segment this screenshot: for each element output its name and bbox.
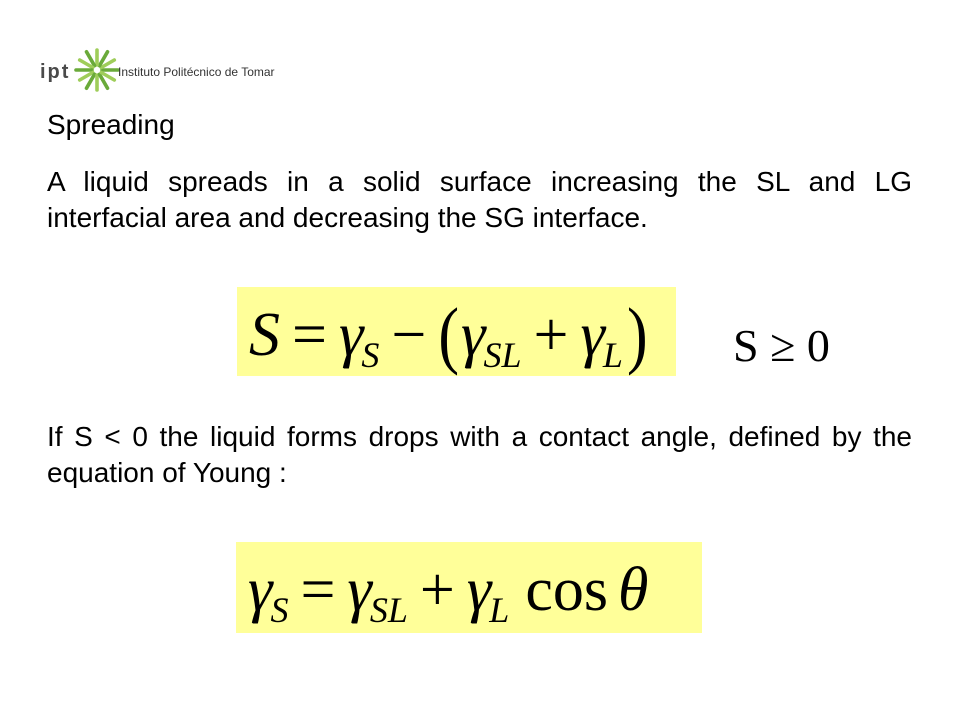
institution-logo [37, 47, 279, 95]
logo-institution-name: Instituto Politécnico de Tomar [118, 65, 275, 79]
gamma-symbol: γ [248, 556, 273, 624]
gamma-symbol: γ [466, 556, 492, 624]
subscript-s: S [361, 335, 380, 375]
paragraph-line: If S < 0 the liquid forms drops with a contact angle, defined by the [47, 421, 912, 452]
subscript-l: L [489, 590, 510, 630]
paragraph-line: equation of Young : [47, 457, 287, 488]
plus-sign: + [533, 301, 569, 369]
cos-function: cos [525, 556, 608, 624]
gamma-symbol: γ [461, 301, 486, 369]
logo-abbreviation: ipt [40, 61, 71, 83]
equals-sign: = [300, 556, 336, 624]
gamma-symbol: γ [347, 556, 372, 624]
equals-sign: = [292, 301, 327, 369]
paragraph-line: interfacial area and decreasing the SG interface. [47, 202, 648, 233]
minus-sign: − [391, 301, 427, 369]
plus-sign: + [419, 556, 455, 624]
subscript-l: L [602, 335, 623, 375]
symbol-s: S [249, 301, 280, 369]
theta-symbol: θ [617, 556, 649, 624]
young-equation [236, 542, 702, 633]
subscript-sl: SL [483, 335, 522, 375]
right-parenthesis: ) [626, 293, 648, 377]
paragraph-line: A liquid spreads in a solid surface increasing the SL and LG [47, 166, 912, 197]
green-asterisk-icon [74, 47, 120, 93]
gamma-symbol: γ [580, 301, 605, 369]
gamma-symbol: γ [338, 301, 364, 369]
spreading-coefficient-equation [237, 287, 676, 376]
paragraph-contact-angle [47, 419, 912, 491]
paragraph-spreading-description [47, 164, 912, 236]
spreading-condition: S ≥ 0 [733, 320, 830, 371]
slide-heading: Spreading [47, 109, 175, 140]
equation-row [249, 293, 648, 377]
subscript-s: S [270, 590, 289, 630]
left-parenthesis: ( [438, 293, 460, 377]
subscript-sl: SL [369, 590, 408, 630]
equation-row [248, 556, 649, 630]
